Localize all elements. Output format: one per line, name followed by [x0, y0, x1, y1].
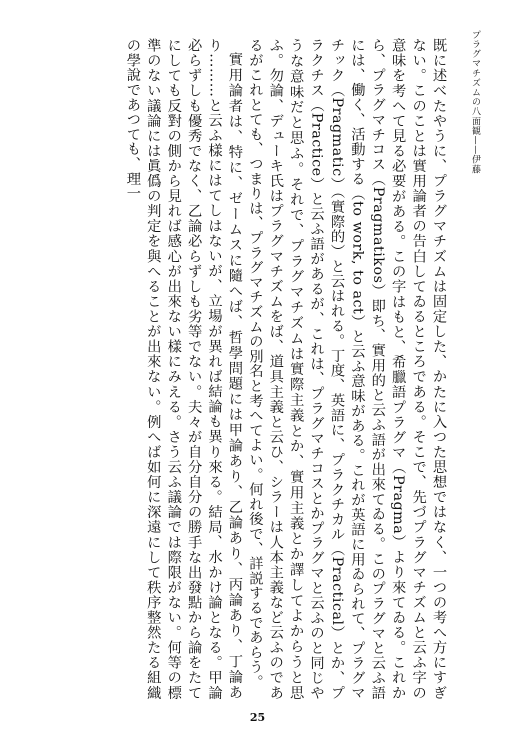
page-number: 25	[249, 711, 266, 724]
paragraph-1: 既に述べたやうに、プラグマチズムは固定した、かたに入つた思想ではなく、一つの考へ方にすぎない。このことは實用論者の告白してゐるところである。そこで、先づプラグマチズムと云ふ字の意味を考へて見る必要がある。この字はもと、希臘語プラグマ（Pragma）より來てゐる。これから、プラグマチコス（Pragmatikos）即ち、實用的と云ふ語が出來てゐる。このプラグマと云ふ語には、働く、活動する（to work, to act）と云ふ意味がある。これが英語に用ゐられて、プラグマチック（Pragmatic）（實際的）と云はれる。丁度、英語に、プラクチカル（Practical）とか、プラクチス（Practice）と云ふ語があるが、これは、プラグマチコスとかプラグマと云ふのと同じやうな意味だと思ふ。それで、プラグマチズムは實際主義とか、實用主義とか譯してよからうと思ふ。勿論、デューキ氏はプラグマチズムをば、道具主義と云ひ、シラーは人本主義など云ふのであるがこれとても、つまりは、プラグマチズムの別名と考へてよい。何れ後で、詳説するであらう。	[247, 38, 447, 700]
paragraph-2: 實用論者は、特に、ゼームスに隨へば、哲學問題には甲論あり、乙論あり、丙論あり、丁論あり………と云ふ樣にはてしはないが、立場が異れば結論も異り來る。結局、水かけ論となる。甲論必らずしも優秀でなく、乙論必らずしも劣等でない。夫々が自分自分の勝手な出發點から論をたてにしても反對の側から見れば感心が出來ない樣にみえる。さう云ふ議論では際限がない。何等の標準のない議論には眞僞の判定を與へることが出來ない。例へば如何に深遠にして秩序整然たる組織の學說であつても、理一	[124, 38, 243, 700]
running-header: プラグマチズムの八面観——伊藤	[470, 30, 480, 174]
body-text	[37, 38, 449, 700]
